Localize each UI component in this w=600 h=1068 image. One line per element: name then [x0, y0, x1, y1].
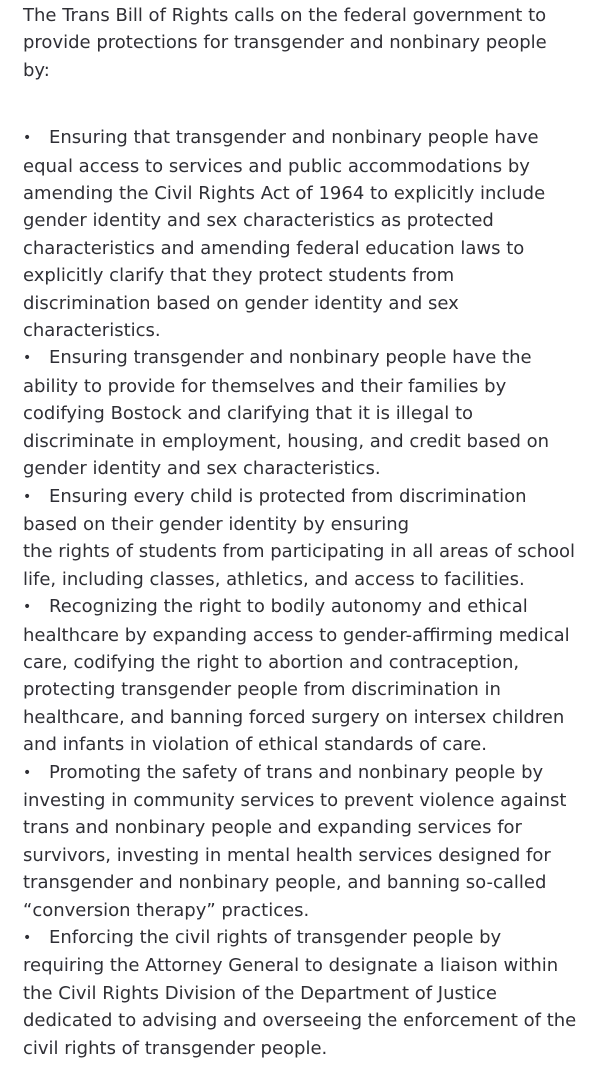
list-item [23, 124, 578, 344]
list-item [23, 924, 578, 1062]
list-item-text: Ensuring transgender and nonbinary people have the ability to provide for themselves and their families by codifying Bostock and clarifying that it is illegal to discriminate in employment, housing, and credit based on gender identity and sex characteristics. [23, 347, 550, 480]
bullet-icon: • [23, 130, 32, 147]
bullet-icon: • [23, 350, 32, 367]
list-item [23, 593, 578, 758]
list-item-text: Enforcing the civil rights of transgender people by requiring the Attorney General to designate a liaison within the Civil Rights Division of the Department of Justice dedicated to advising and overseeing the enforcement of the civil rights of transgender people. [23, 927, 577, 1059]
list-item [23, 483, 578, 594]
list-item-text: Promoting the safety of trans and nonbinary people by investing in community services to prevent violence against trans and nonbinary people and expanding services for survivors, investing in mental health services designed for transgender and nonbinary people, and banning so-called “conversion therapy” practices. [23, 761, 567, 921]
list-item-text-continued: the rights of students from participating in all areas of school life, including classes, athletics, and access to facilities. [23, 541, 576, 590]
list-item [23, 759, 578, 924]
intro-paragraph: The Trans Bill of Rights calls on the federal government to provide protections for transgender and nonbinary people by: [23, 5, 547, 81]
bullet-icon: • [23, 930, 32, 946]
bullet-icon: • [23, 764, 32, 781]
list-item-text: Recognizing the right to bodily autonomy and ethical healthcare by expanding access to gender-affirming medical care, codifying the right to abortion and contraception, protecting transgender people from discrimination in healthcare, and banning forced surgery on intersex children and infants in violation of ethical standards of care. [23, 596, 570, 756]
list-item-text: Ensuring every child is protected from discrimination based on their gender identity by ensuring [23, 485, 527, 535]
rights-list [23, 124, 578, 1062]
list-item [23, 344, 578, 482]
list-item-text: Ensuring that transgender and nonbinary people have equal access to services and public accommodations by amending the Civil Rights Act of 1964 to explicitly include gender identity and sex characteristics as protected characteristics and amending federal education laws to explicitly clarify that they protect students from discrimination based on gender identity and sex characteristics. [23, 127, 546, 342]
bullet-icon: • [23, 599, 32, 616]
bullet-icon: • [23, 488, 32, 505]
